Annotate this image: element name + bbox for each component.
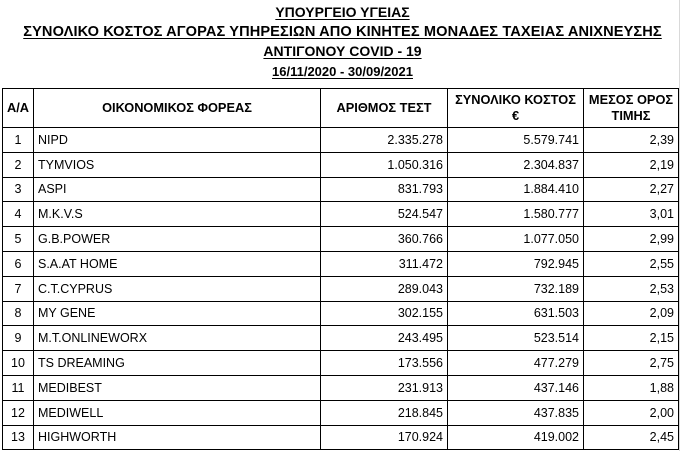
cell-tests: 311.472	[321, 251, 448, 276]
cell-avg: 2,75	[584, 351, 679, 376]
cell-cost: 732.189	[448, 276, 584, 301]
table-row	[3, 227, 679, 252]
cell-aa: 9	[3, 326, 34, 351]
cell-name: G.B.POWER	[34, 227, 321, 252]
cell-aa: 12	[3, 400, 34, 425]
table-header	[3, 89, 679, 128]
cell-cost: 1.884.410	[448, 177, 584, 202]
title-line-subject: ΣΥΝΟΛΙΚΟ ΚΟΣΤΟΣ ΑΓΟΡΑΣ ΥΠΗΡΕΣΙΩΝ ΑΠΟ ΚΙΝΗΤΕΣ ΜΟΝΑΔΕΣ ΤΑΧΕΙΑΣ ΑΝΙΧΝΕΥΣΗΣ	[23, 23, 662, 40]
column-header-tests: ΑΡΙΘΜΟΣ ΤΕΣΤ	[321, 89, 448, 128]
cell-tests: 289.043	[321, 276, 448, 301]
cell-cost: 477.279	[448, 351, 584, 376]
cell-name: HIGHWORTH	[34, 425, 321, 450]
cell-avg: 2,15	[584, 326, 679, 351]
cell-avg: 2,39	[584, 128, 679, 153]
table-row	[3, 301, 679, 326]
cell-tests: 1.050.316	[321, 152, 448, 177]
cell-tests: 173.556	[321, 351, 448, 376]
cell-name: ASPI	[34, 177, 321, 202]
cell-aa: 11	[3, 375, 34, 400]
cell-tests: 360.766	[321, 227, 448, 252]
cell-cost: 5.579.741	[448, 128, 584, 153]
cell-avg: 1,88	[584, 375, 679, 400]
cell-tests: 170.924	[321, 425, 448, 450]
column-header-operator: ΟΙΚΟΝΟΜΙΚΟΣ ΦΟΡΕΑΣ	[34, 89, 321, 128]
cell-tests: 218.845	[321, 400, 448, 425]
table-body	[3, 128, 679, 450]
cell-aa: 4	[3, 202, 34, 227]
cell-avg: 2,09	[584, 301, 679, 326]
cell-avg: 3,01	[584, 202, 679, 227]
table-row	[3, 276, 679, 301]
table-row	[3, 128, 679, 153]
cell-avg: 2,99	[584, 227, 679, 252]
cell-avg: 2,55	[584, 251, 679, 276]
cell-cost: 1.077.050	[448, 227, 584, 252]
cell-name: TYMVIOS	[34, 152, 321, 177]
title-line-period: 16/11/2020 - 30/09/2021	[272, 63, 413, 79]
cell-name: M.K.V.S	[34, 202, 321, 227]
sheet-grid-edge-line	[679, 0, 680, 451]
document-title-block	[0, 0, 685, 81]
cell-cost: 2.304.837	[448, 152, 584, 177]
table-row	[3, 202, 679, 227]
cell-cost: 419.002	[448, 425, 584, 450]
cell-cost: 523.514	[448, 326, 584, 351]
cell-avg: 2,53	[584, 276, 679, 301]
cell-name: MEDIBEST	[34, 375, 321, 400]
cell-aa: 8	[3, 301, 34, 326]
table-row	[3, 375, 679, 400]
cell-tests: 302.155	[321, 301, 448, 326]
cell-aa: 13	[3, 425, 34, 450]
cell-tests: 2.335.278	[321, 128, 448, 153]
column-header-total-cost: ΣΥΝΟΛΙΚΟ ΚΟΣΤΟΣ €	[448, 89, 584, 128]
cost-table	[2, 88, 679, 450]
cell-tests: 524.547	[321, 202, 448, 227]
cell-avg: 2,45	[584, 425, 679, 450]
cell-cost: 1.580.777	[448, 202, 584, 227]
cell-name: MY GENE	[34, 301, 321, 326]
column-header-aa: Α/Α	[3, 89, 34, 128]
cell-aa: 7	[3, 276, 34, 301]
table-row	[3, 251, 679, 276]
table-row	[3, 425, 679, 450]
cell-name: C.T.CYPRUS	[34, 276, 321, 301]
cell-name: NIPD	[34, 128, 321, 153]
cell-avg: 2,27	[584, 177, 679, 202]
table-row	[3, 326, 679, 351]
cell-avg: 2,00	[584, 400, 679, 425]
cell-tests: 243.495	[321, 326, 448, 351]
table-row	[3, 152, 679, 177]
cell-name: TS DREAMING	[34, 351, 321, 376]
cell-cost: 792.945	[448, 251, 584, 276]
cell-tests: 231.913	[321, 375, 448, 400]
cell-name: M.T.ONLINEWORX	[34, 326, 321, 351]
cell-avg: 2,19	[584, 152, 679, 177]
cell-aa: 10	[3, 351, 34, 376]
cell-aa: 5	[3, 227, 34, 252]
cell-tests: 831.793	[321, 177, 448, 202]
cell-name: MEDIWELL	[34, 400, 321, 425]
cell-aa: 2	[3, 152, 34, 177]
cell-name: S.A.AT HOME	[34, 251, 321, 276]
cell-aa: 6	[3, 251, 34, 276]
cell-cost: 437.835	[448, 400, 584, 425]
table-row	[3, 177, 679, 202]
cell-cost: 437.146	[448, 375, 584, 400]
title-line-antigen-covid: ΑΝΤΙΓΟΝΟΥ COVID - 19	[263, 43, 422, 59]
table-row	[3, 400, 679, 425]
cell-aa: 1	[3, 128, 34, 153]
table-header-row	[3, 89, 679, 128]
cell-cost: 631.503	[448, 301, 584, 326]
cell-aa: 3	[3, 177, 34, 202]
table-row	[3, 351, 679, 376]
column-header-average-price: ΜΕΣΟΣ ΟΡΟΣ ΤΙΜΗΣ	[584, 89, 679, 128]
title-line-ministry: ΥΠΟΥΡΓΕΙΟ ΥΓΕΙΑΣ	[275, 4, 410, 20]
